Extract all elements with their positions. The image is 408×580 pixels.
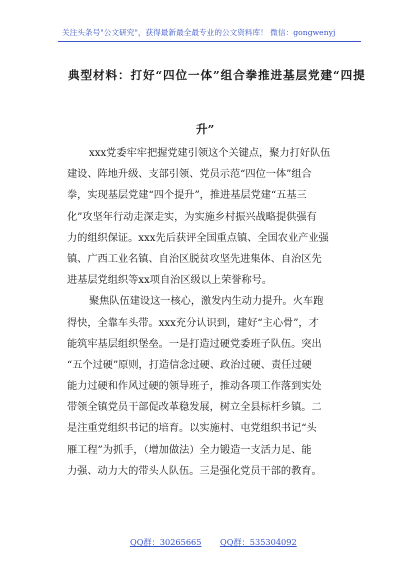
document-title-line-1: 典型材料：打好“四位一体”组合拳推进基层党建“四提 (68, 68, 366, 82)
body-line: 拳，实现基层党建“四个提升”，推进基层党建“五基三 (67, 190, 307, 202)
header-banner: 关注头条号"公文研究"，获得最新最全最专业的公文资料库！ 微信：gongwenyj (62, 28, 336, 37)
qq-group-link-2[interactable]: QQ群：535304092 (220, 537, 297, 547)
body-line: 力强、动力大的带头人队伍。三是强化党员干部的教育。 (67, 465, 322, 477)
body-line: 得快，全靠车头带。xxx充分认识到，建好“主心骨”，才 (67, 317, 319, 329)
body-line: 聚焦队伍建设这一核心，激发内生动力提升。火车跑 (89, 296, 324, 308)
header-divider (58, 41, 361, 42)
body-line: 进基层党组织等xx项自治区级以上荣誉称号。 (67, 275, 273, 287)
body-line: “五个过硬”原则，打造信念过硬、政治过硬、责任过硬 (67, 359, 312, 371)
qq-group-link-1[interactable]: QQ群：30265665 (130, 537, 202, 547)
body-line: 能筑牢基层组织堡垒。一是打造过硬党委班子队伍。突出 (67, 338, 322, 350)
body-line: 雁工程”为抓手，（增加做法）全力锻造一支活力足、能 (67, 444, 312, 456)
body-line: 化”攻坚年行动走深走实，为实施乡村振兴战略提供强有 (67, 211, 317, 223)
body-line: 镇、广西工业名镇、自治区脱贫攻坚先进集体、自治区先 (67, 253, 322, 265)
body-line: 带领全镇党员干部促改革稳发展，树立全县标杆乡镇。二 (67, 402, 322, 414)
body-line: 建设、阵地升级、支部引领、党员示范“四位一体”组合 (67, 169, 312, 181)
body-line: 能力过硬和作风过硬的领导班子，推动各项工作落到实处 (67, 381, 322, 393)
body-line: 力的组织保证。xxx先后获评全国重点镇、全国农业产业强 (67, 232, 329, 244)
document-title-line-2: 升” (196, 122, 215, 136)
document-body (67, 143, 361, 482)
body-line: 是注重党组织书记的培育。以实施村、屯党组织书记“头 (67, 423, 317, 435)
body-line: xxx党委牢牢把握党建引领这个关键点，聚力打好队伍 (89, 148, 331, 159)
